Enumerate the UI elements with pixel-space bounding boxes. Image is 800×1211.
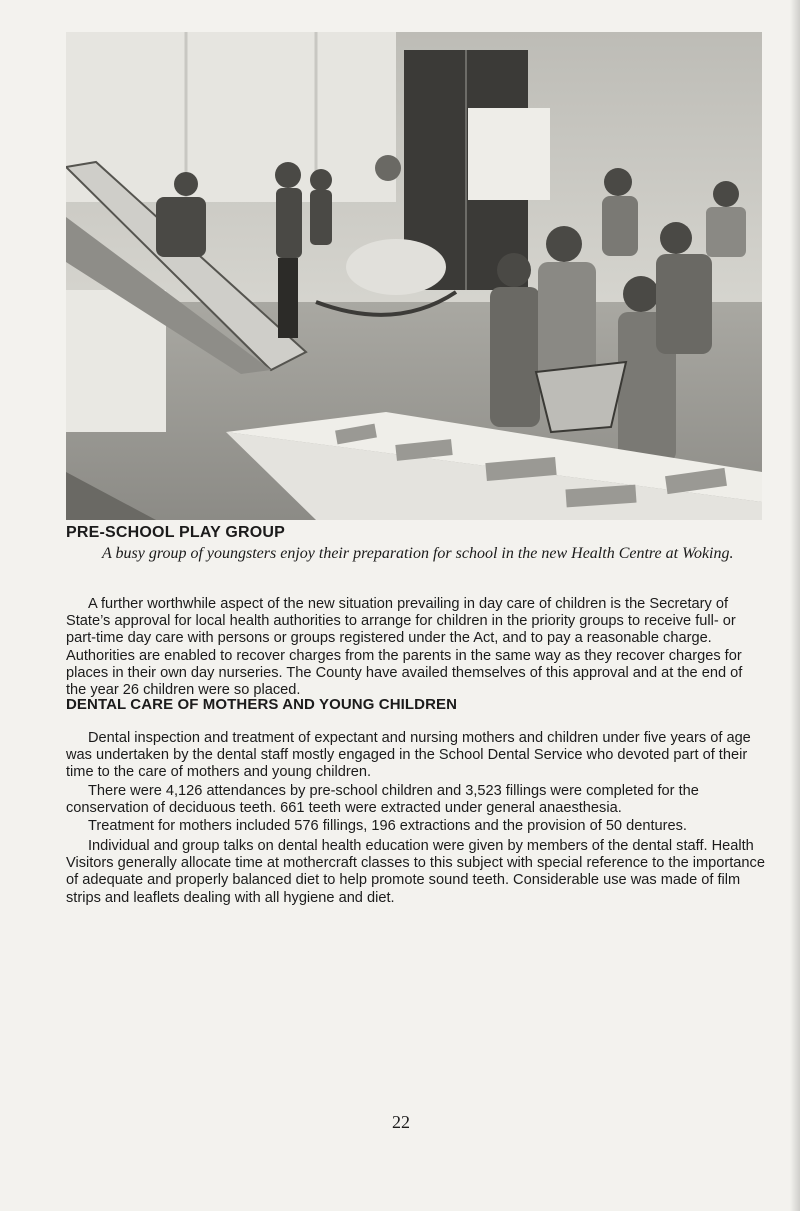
paragraph-health-education (66, 838, 766, 907)
page-number: 22 (392, 1112, 410, 1132)
play-group-photo (66, 32, 762, 520)
paragraph-text: There were 4,126 attendances by pre-school children and 3,523 fillings were completed for the conservation of deciduous teeth. 661 teeth were extracted under general anaesthesia. (66, 783, 699, 817)
paragraph-text: Dental inspection and treatment of expectant and nursing mothers and children under five years of age was undertaken by the dental staff mostly engaged in the School Dental Service who devoted part of their time to the care of mothers and young children. (66, 730, 751, 781)
page-edge-shadow (790, 0, 800, 1211)
photo-caption-text: A busy group of youngsters enjoy their preparation for school in the new Health Centre at Woking. (102, 545, 734, 562)
paragraph-attendances (66, 783, 766, 817)
photo-illustration (66, 32, 762, 520)
paragraph-text: Individual and group talks on dental health education were given by members of the dental staff. Health Visitors generally allocate time at mothercraft classes to this subject with special reference to the importance of adequate and properly balanced diet to help promote sound teeth. Considerable use was made of film strips and leaflets dealing with all hygiene and diet. (66, 838, 765, 906)
paragraph-text: A further worthwhile aspect of the new situation prevailing in day care of children is the Secretary of State’s approval for local health authorities to arrange for children in the priority groups to receive full- or part-time day care with persons or groups registered under the Act, and to pay a reasonable charge. Authorities are enabled to recover charges from the parents in the same way as they recover charges for places in their own day nurseries. The County have availed themselves of this approval and at the end of the year 26 children were so placed. (66, 596, 743, 699)
photo-caption-title: PRE-SCHOOL PLAY GROUP (66, 524, 286, 541)
paragraph-dental-inspection (66, 730, 766, 782)
paragraph-day-care (66, 596, 766, 699)
paragraph-mothers-treatment (66, 818, 766, 835)
paragraph-text: Treatment for mothers included 576 fillings, 196 extractions and the provision of 50 dentures. (88, 818, 687, 834)
section-heading-dental-care: DENTAL CARE OF MOTHERS AND YOUNG CHILDREN (66, 696, 458, 713)
